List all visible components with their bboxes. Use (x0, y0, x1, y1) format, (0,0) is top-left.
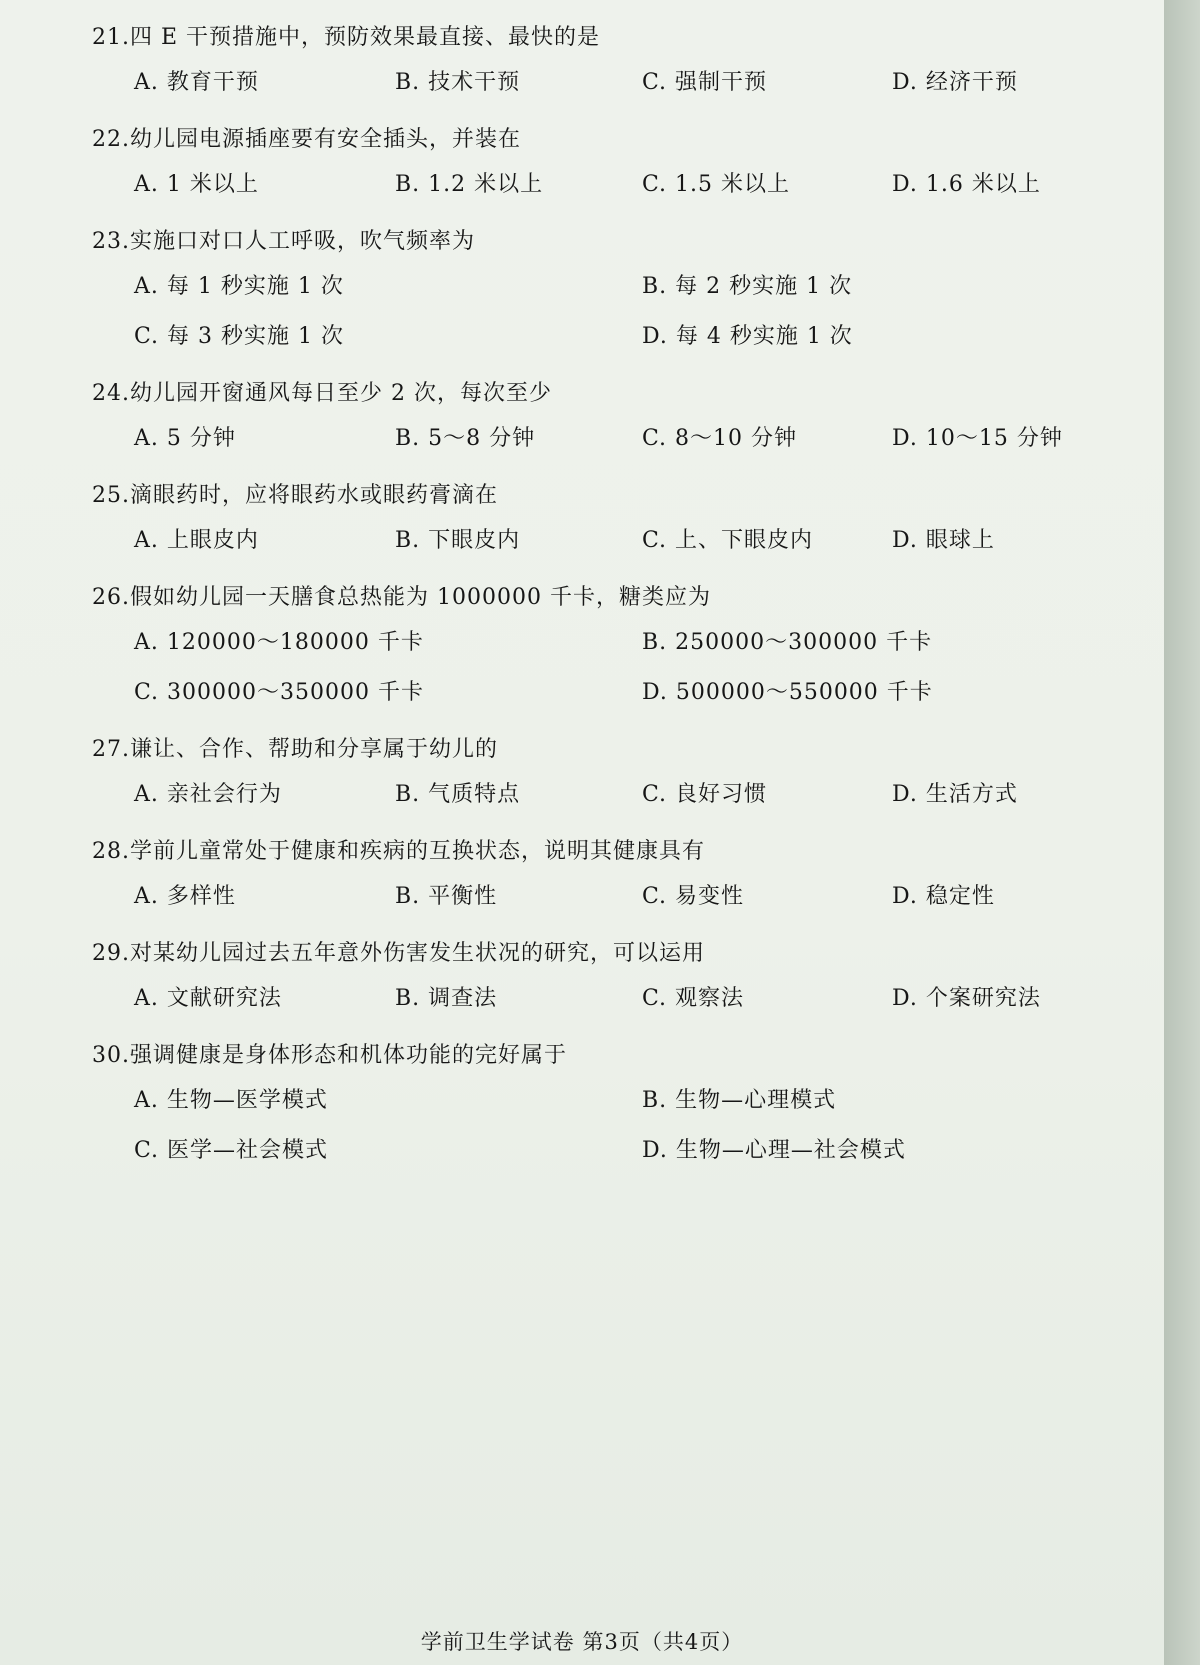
question (92, 120, 1102, 222)
option: B. 5～8 分钟 (395, 426, 536, 451)
option: A. 120000～180000 千卡 (134, 630, 424, 655)
option: B. 下眼皮内 (395, 528, 521, 553)
option-group (92, 974, 1102, 1026)
question-stem: 21.四 E 干预措施中，预防效果最直接、最快的是 (92, 25, 601, 50)
option: D. 生物—心理—社会模式 (642, 1138, 906, 1163)
option: B. 1.2 米以上 (395, 172, 544, 197)
question (92, 374, 1102, 476)
option: A. 上眼皮内 (134, 528, 259, 553)
option: D. 1.6 米以上 (892, 172, 1041, 197)
option: C. 医学—社会模式 (134, 1138, 329, 1163)
page-edge (1164, 0, 1200, 1665)
option: D. 经济干预 (892, 70, 1018, 95)
option: D. 眼球上 (892, 528, 995, 553)
question (92, 1036, 1102, 1188)
option-group (92, 516, 1102, 568)
option: D. 每 4 秒实施 1 次 (642, 324, 853, 349)
option: A. 文献研究法 (134, 986, 282, 1011)
page-footer: 学前卫生学试卷 第3页（共4页） (420, 1630, 744, 1654)
question-stem: 22.幼儿园电源插座要有安全插头，并装在 (92, 127, 521, 152)
option: B. 技术干预 (395, 70, 521, 95)
question (92, 18, 1102, 120)
option: A. 生物—医学模式 (134, 1088, 328, 1113)
option: A. 多样性 (134, 884, 236, 909)
option: B. 平衡性 (395, 884, 498, 909)
option: B. 每 2 秒实施 1 次 (642, 274, 853, 299)
option-group (92, 872, 1102, 924)
option-group (92, 414, 1102, 466)
question-list (92, 18, 1102, 1188)
option: C. 强制干预 (642, 70, 768, 95)
option: D. 稳定性 (892, 884, 995, 909)
option: B. 生物—心理模式 (642, 1088, 837, 1113)
option: D. 500000～550000 千卡 (642, 680, 933, 705)
option: C. 上、下眼皮内 (642, 528, 814, 553)
question-stem: 27.谦让、合作、帮助和分享属于幼儿的 (92, 737, 498, 762)
question (92, 578, 1102, 730)
option: B. 调查法 (395, 986, 498, 1011)
option: A. 每 1 秒实施 1 次 (134, 274, 344, 299)
option: C. 1.5 米以上 (642, 172, 791, 197)
option: C. 300000～350000 千卡 (134, 680, 424, 705)
option-group (92, 770, 1102, 822)
question-stem: 23.实施口对口人工呼吸，吹气频率为 (92, 229, 475, 254)
option: B. 250000～300000 千卡 (642, 630, 933, 655)
question (92, 730, 1102, 832)
question (92, 476, 1102, 578)
option: A. 教育干预 (134, 70, 259, 95)
question (92, 832, 1102, 934)
option: B. 气质特点 (395, 782, 521, 807)
question (92, 934, 1102, 1036)
option-group (92, 58, 1102, 110)
option: C. 观察法 (642, 986, 745, 1011)
option: C. 良好习惯 (642, 782, 768, 807)
option: C. 每 3 秒实施 1 次 (134, 324, 345, 349)
option: C. 8～10 分钟 (642, 426, 798, 451)
question-stem: 24.幼儿园开窗通风每日至少 2 次，每次至少 (92, 381, 552, 406)
option-group (92, 618, 1102, 722)
question-stem: 28.学前儿童常处于健康和疾病的互换状态，说明其健康具有 (92, 839, 705, 864)
option-group (92, 160, 1102, 212)
option: A. 亲社会行为 (134, 782, 282, 807)
option-group (92, 262, 1102, 366)
question-stem: 29.对某幼儿园过去五年意外伤害发生状况的研究，可以运用 (92, 941, 705, 966)
option: A. 1 米以上 (134, 172, 259, 197)
question-stem: 25.滴眼药时，应将眼药水或眼药膏滴在 (92, 483, 498, 508)
option: A. 5 分钟 (134, 426, 236, 451)
option: D. 10～15 分钟 (892, 426, 1063, 451)
option: D. 生活方式 (892, 782, 1018, 807)
option: D. 个案研究法 (892, 986, 1041, 1011)
option: C. 易变性 (642, 884, 745, 909)
question-stem: 30.强调健康是身体形态和机体功能的完好属于 (92, 1043, 567, 1068)
question (92, 222, 1102, 374)
question-stem: 26.假如幼儿园一天膳食总热能为 1000000 千卡，糖类应为 (92, 585, 711, 610)
option-group (92, 1076, 1102, 1180)
